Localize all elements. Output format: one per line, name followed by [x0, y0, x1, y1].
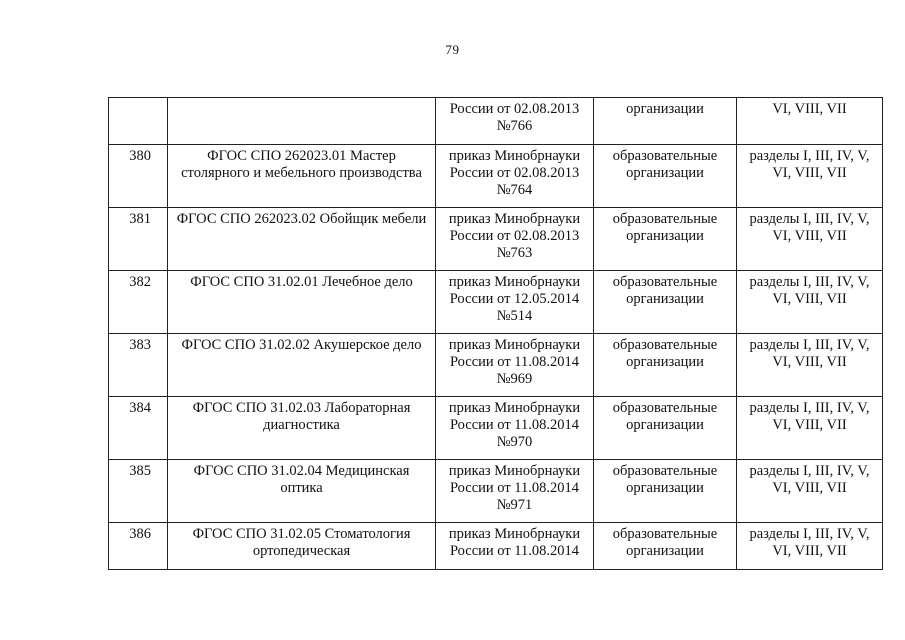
sections-cell [737, 334, 883, 397]
order-line: России от 02.08.2013 [449, 228, 580, 244]
order-cell [436, 334, 594, 397]
organization-cell [594, 460, 737, 523]
order-line: приказ Минобрнауки [448, 211, 581, 227]
order-line: России от 12.05.2014 [449, 291, 580, 307]
sections-line: разделы I, III, IV, V, [749, 463, 870, 479]
order-line: №514 [496, 308, 533, 324]
order-line: приказ Минобрнауки [448, 400, 581, 416]
table-row [109, 98, 883, 145]
sections-line: VI, VIII, VII [772, 228, 847, 244]
standard-name-line: ФГОС СПО 31.02.03 Лабораторная [192, 400, 411, 416]
order-line: №764 [496, 182, 533, 198]
standard-name-line: столярного и мебельного производства [181, 165, 422, 181]
table-row [109, 460, 883, 523]
table-row [109, 208, 883, 271]
order-line: России от 11.08.2014 [449, 354, 580, 370]
standard-name-cell [168, 208, 436, 271]
table-row [109, 523, 883, 570]
sections-line: разделы I, III, IV, V, [749, 337, 870, 353]
organization-line: организации [626, 543, 704, 559]
standard-name-line: ФГОС СПО 31.02.05 Стоматология [192, 526, 411, 542]
standard-name-line: ФГОС СПО 31.02.01 Лечебное дело [190, 274, 413, 290]
sections-cell [737, 145, 883, 208]
sections-cell [737, 271, 883, 334]
order-line: №970 [496, 434, 533, 450]
organization-line: образовательные [612, 274, 718, 290]
row-number-cell [109, 98, 168, 145]
organization-cell [594, 523, 737, 570]
sections-cell [737, 460, 883, 523]
order-line: приказ Минобрнауки [448, 526, 581, 542]
row-number-cell: 385 [109, 460, 168, 523]
standard-name-line: оптика [280, 480, 323, 496]
organization-line: образовательные [612, 463, 718, 479]
standard-name-line: ФГОС СПО 262023.02 Обойщик мебели [176, 211, 427, 227]
row-number-cell: 386 [109, 523, 168, 570]
sections-line: разделы I, III, IV, V, [749, 526, 870, 542]
standard-name-cell [168, 145, 436, 208]
order-line: приказ Минобрнауки [448, 337, 581, 353]
order-cell [436, 208, 594, 271]
table-row [109, 334, 883, 397]
sections-line: разделы I, III, IV, V, [749, 400, 870, 416]
sections-line: разделы I, III, IV, V, [749, 148, 870, 164]
organization-line: организации [626, 228, 704, 244]
organization-line: образовательные [612, 400, 718, 416]
row-number-cell: 384 [109, 397, 168, 460]
row-number-cell: 382 [109, 271, 168, 334]
order-line: России от 11.08.2014 [449, 480, 580, 496]
sections-cell [737, 98, 883, 145]
table-row [109, 271, 883, 334]
standard-name-line: ортопедическая [252, 543, 351, 559]
organization-line: организации [626, 165, 704, 181]
order-line: №766 [496, 118, 533, 134]
order-cell [436, 523, 594, 570]
organization-line: образовательные [612, 337, 718, 353]
order-line: №763 [496, 245, 533, 261]
sections-cell [737, 208, 883, 271]
order-cell [436, 271, 594, 334]
sections-line: VI, VIII, VII [772, 354, 847, 370]
order-line: России от 02.08.2013 [449, 101, 580, 117]
standard-name-cell [168, 271, 436, 334]
order-cell [436, 98, 594, 145]
order-line: №971 [496, 497, 533, 513]
organization-cell [594, 208, 737, 271]
organization-line: образовательные [612, 211, 718, 227]
organization-line: организации [626, 101, 704, 117]
order-cell [436, 145, 594, 208]
standard-name-line: диагностика [263, 417, 340, 433]
order-cell [436, 397, 594, 460]
sections-line: разделы I, III, IV, V, [749, 211, 870, 227]
order-line: приказ Минобрнауки [448, 274, 581, 290]
table-row [109, 145, 883, 208]
sections-line: VI, VIII, VII [772, 543, 847, 559]
order-line: России от 11.08.2014 [449, 417, 580, 433]
organization-cell [594, 145, 737, 208]
order-cell [436, 460, 594, 523]
organization-line: организации [626, 291, 704, 307]
standard-name-line: ФГОС СПО 31.02.02 Акушерское дело [181, 337, 422, 353]
organization-cell [594, 271, 737, 334]
order-line: №969 [496, 371, 533, 387]
standard-name-cell [168, 334, 436, 397]
page-number: 79 [445, 42, 460, 57]
standard-name-cell [168, 460, 436, 523]
sections-line: VI, VIII, VII [772, 165, 847, 181]
standard-name-cell [168, 98, 436, 145]
organization-line: организации [626, 417, 704, 433]
order-line: России от 02.08.2013 [449, 165, 580, 181]
organization-cell [594, 98, 737, 145]
organization-cell [594, 397, 737, 460]
sections-line: VI, VIII, VII [772, 101, 847, 117]
order-line: приказ Минобрнауки [448, 463, 581, 479]
standards-table [108, 97, 883, 570]
sections-line: VI, VIII, VII [772, 417, 847, 433]
row-number-cell: 381 [109, 208, 168, 271]
standard-name-line: ФГОС СПО 31.02.04 Медицинская [193, 463, 410, 479]
sections-line: VI, VIII, VII [772, 291, 847, 307]
standard-name-cell [168, 397, 436, 460]
sections-line: VI, VIII, VII [772, 480, 847, 496]
sections-cell [737, 523, 883, 570]
standard-name-line: ФГОС СПО 262023.01 Мастер [207, 148, 396, 164]
organization-line: организации [626, 354, 704, 370]
sections-cell [737, 397, 883, 460]
sections-line: разделы I, III, IV, V, [749, 274, 870, 290]
standard-name-cell [168, 523, 436, 570]
order-line: приказ Минобрнауки [448, 148, 581, 164]
row-number-cell: 383 [109, 334, 168, 397]
order-line: России от 11.08.2014 [449, 543, 580, 559]
organization-line: организации [626, 480, 704, 496]
table-row [109, 397, 883, 460]
organization-cell [594, 334, 737, 397]
organization-line: образовательные [612, 148, 718, 164]
row-number-cell: 380 [109, 145, 168, 208]
organization-line: образовательные [612, 526, 718, 542]
